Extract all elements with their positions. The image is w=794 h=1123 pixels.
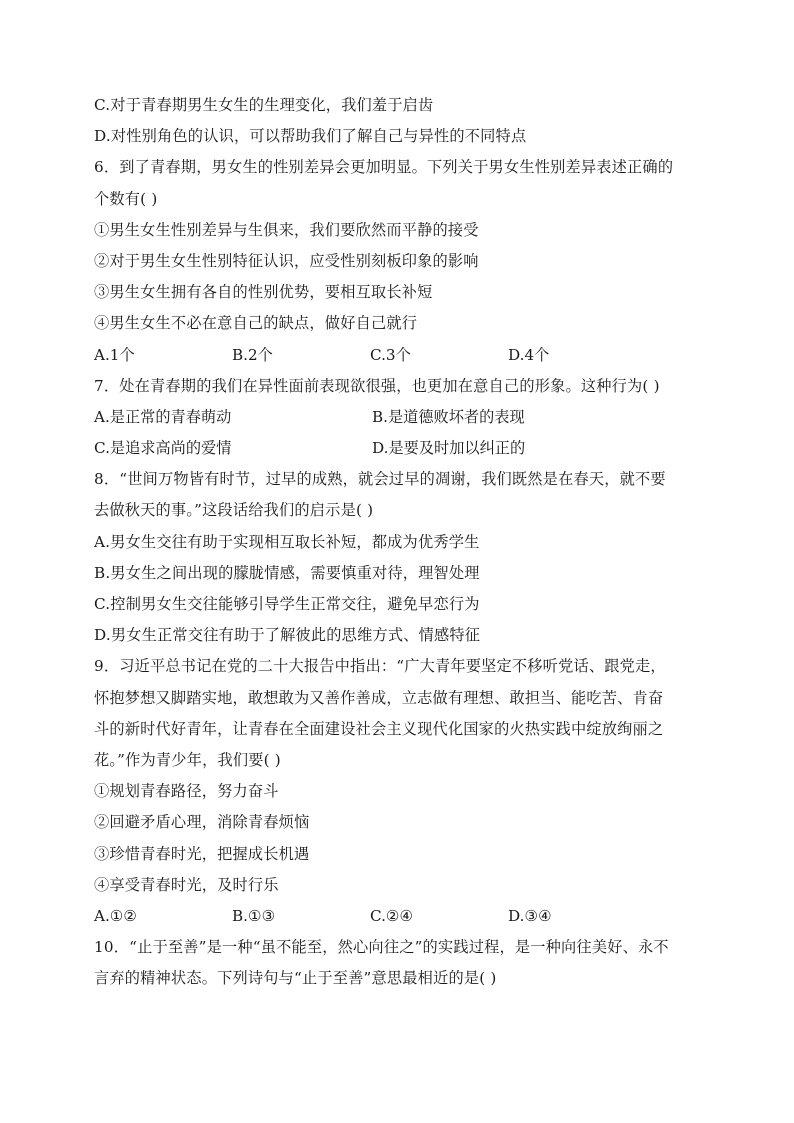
q9-options (94, 901, 700, 932)
q7-option-d: D.是要及时加以纠正的 (372, 439, 526, 458)
q6-stem-line-1: 6．到了青春期，男女生的性别差异会更加明显。下列关于男女生性别差异表述正确的 (94, 158, 674, 177)
q6-option-b: B.2个 (232, 345, 273, 364)
q8-stem-line-1: 8．“世间万物皆有时节，过早的成熟，就会过早的凋谢，我们既然是在春天，就不要 (94, 470, 666, 489)
q6-item-2: ②对于男生女生性别特征认识，应受性别刻板印象的影响 (94, 251, 479, 270)
q6-item-1: ①男生女生性别差异与生俱来，我们要欣然而平静的接受 (94, 220, 479, 239)
q7-option-b: B.是道德败坏者的表现 (372, 407, 525, 426)
q6-item-4: ④男生女生不必在意自己的缺点，做好自己就行 (94, 314, 418, 333)
q6-option-c: C.3个 (370, 345, 411, 364)
q9-stem-line-3: 斗的新时代好青年，让青春在全面建设社会主义现代化国家的火热实践中绽放绚丽之 (94, 719, 664, 738)
q6-options (94, 340, 700, 371)
q8-stem-line-2: 去做秋天的事。”这段话给我们的启示是( ) (94, 501, 374, 520)
q7-options-row-1 (94, 402, 700, 433)
q8-option-b: B.男女生之间出现的朦胧情感，需要慎重对待，理智处理 (94, 563, 480, 582)
q8-option-a: A.男女生交往有助于实现相互取长补短，都成为优秀学生 (94, 532, 480, 551)
q6-option-a: A.1个 (94, 345, 135, 364)
q9-option-d: D.③④ (508, 906, 552, 925)
q5-option-c: C.对于青春期男生女生的生理变化，我们羞于启齿 (94, 96, 434, 114)
q6-item-3: ③男生女生拥有各自的性别优势，要相互取长补短 (94, 283, 433, 302)
q9-item-2: ②回避矛盾心理，消除青春烦恼 (94, 813, 310, 832)
q9-option-b: B.①③ (232, 906, 276, 925)
q7-option-a: A.是正常的青春萌动 (94, 407, 232, 426)
q9-item-3: ③珍惜青春时光，把握成长机遇 (94, 844, 310, 863)
q9-item-1: ①规划青春路径，努力奋斗 (94, 782, 279, 801)
q8-option-c: C.控制男女生交往能够引导学生正常交往，避免早恋行为 (94, 595, 480, 613)
q7-stem-line-1: 7．处在青春期的我们在异性面前表现欲很强，也更加在意自己的形象。这种行为( ) (94, 376, 660, 395)
q7-options-row-2 (94, 433, 700, 464)
exam-page (94, 90, 700, 994)
q9-option-a: A.①② (94, 906, 138, 925)
q8-option-d: D.男女生正常交往有助于了解彼此的思维方式、情感特征 (94, 626, 481, 645)
q5-option-d: D.对性别角色的认识，可以帮助我们了解自己与异性的不同特点 (94, 127, 527, 146)
q9-option-c: C.②④ (370, 906, 414, 925)
q9-stem-line-4: 花。”作为青少年，我们要( ) (94, 750, 281, 769)
q9-stem-line-1: 9．习近平总书记在党的二十大报告中指出：“广大青年要坚定不移听党话、跟党走， (94, 657, 666, 676)
q6-stem-line-2: 个数有( ) (94, 189, 158, 208)
q6-option-d: D.4个 (508, 345, 550, 364)
q10-stem-line-1: 10．“止于至善”是一种“虽不能至，然心向往之”的实践过程，是一种向往美好、永不 (94, 938, 669, 957)
q7-option-c: C.是追求高尚的爱情 (94, 439, 232, 458)
q10-stem-line-2: 言弃的精神状态。下列诗句与“止于至善”意思最相近的是( ) (94, 969, 497, 988)
q9-stem-line-2: 怀抱梦想又脚踏实地，敢想敢为又善作善成，立志做有理想、敢担当、能吃苦、肯奋 (94, 688, 664, 707)
q9-item-4: ④享受青春时光，及时行乐 (94, 875, 279, 894)
